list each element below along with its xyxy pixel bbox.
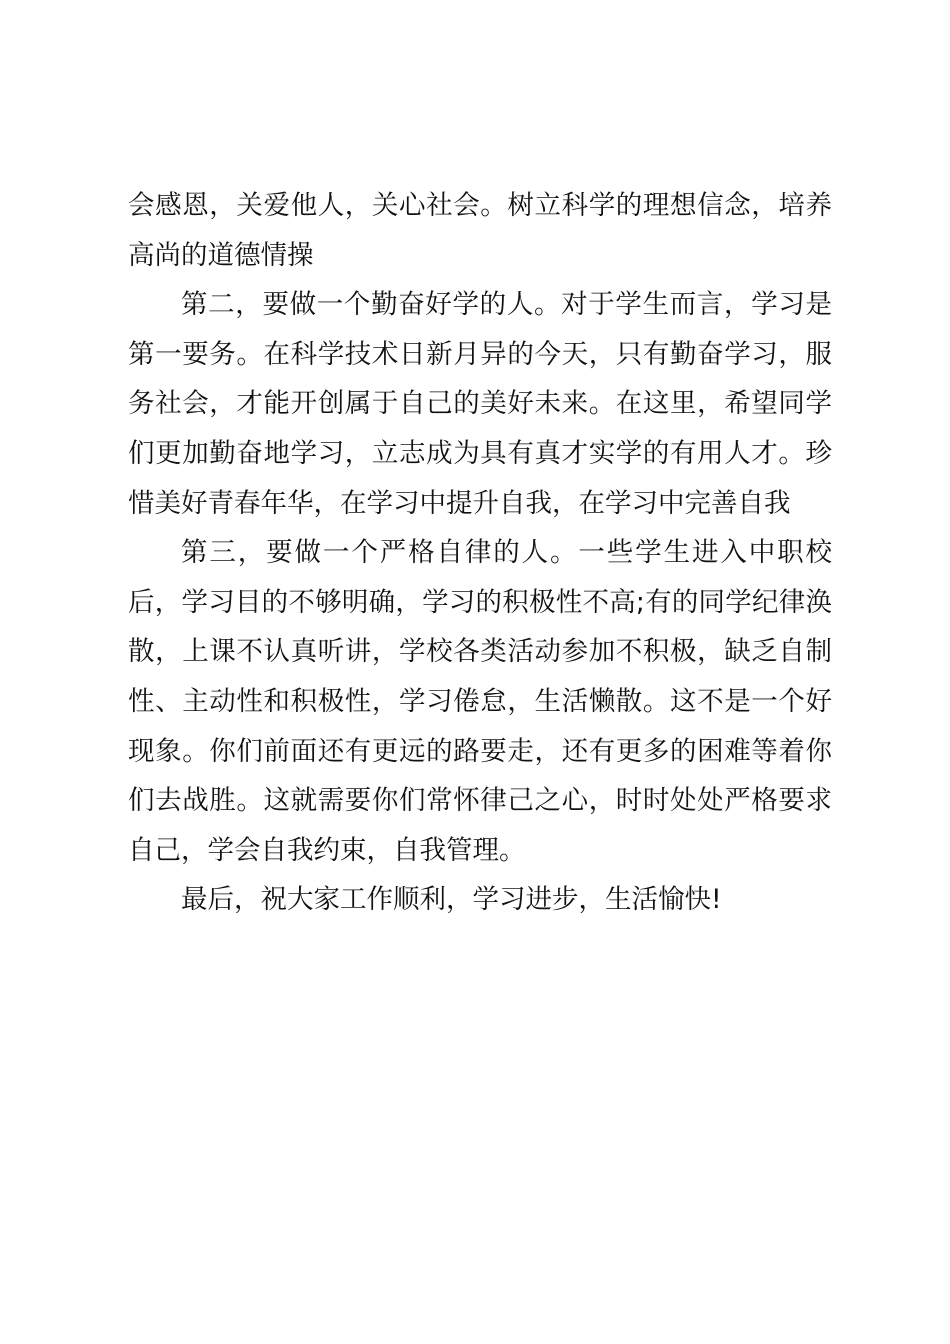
paragraph-third-point: 第三，要做一个严格自律的人。一些学生进入中职校后，学习目的不够明确，学习的积极性不高;有的同学纪律涣散，上课不认真听讲，学校各类活动参加不积极，缺乏自制性、主动性和积极性，学习倦怠，生活懒散。这不是一个好现象。你们前面还有更远的路要走，还有更多的困难等着你们去战胜。这就需要你们常怀律己之心，时时处处严格要求自己，学会自我约束，自我管理。 [128, 537, 832, 866]
paragraph-continued: 会感恩，关爱他人，关心社会。树立科学的理想信念，培养高尚的道德情操 [128, 190, 832, 271]
paragraph-closing: 最后，祝大家工作顺利，学习进步，生活愉快! [181, 884, 722, 916]
document-body [128, 181, 832, 925]
paragraph-second-point: 第二，要做一个勤奋好学的人。对于学生而言，学习是第一要务。在科学技术日新月异的今天，只有勤奋学习，服务社会，才能开创属于自己的美好未来。在这里，希望同学们更加勤奋地学习，立志成为具有真才实学的有用人才。珍惜美好青春年华，在学习中提升自我，在学习中完善自我 [128, 289, 832, 519]
